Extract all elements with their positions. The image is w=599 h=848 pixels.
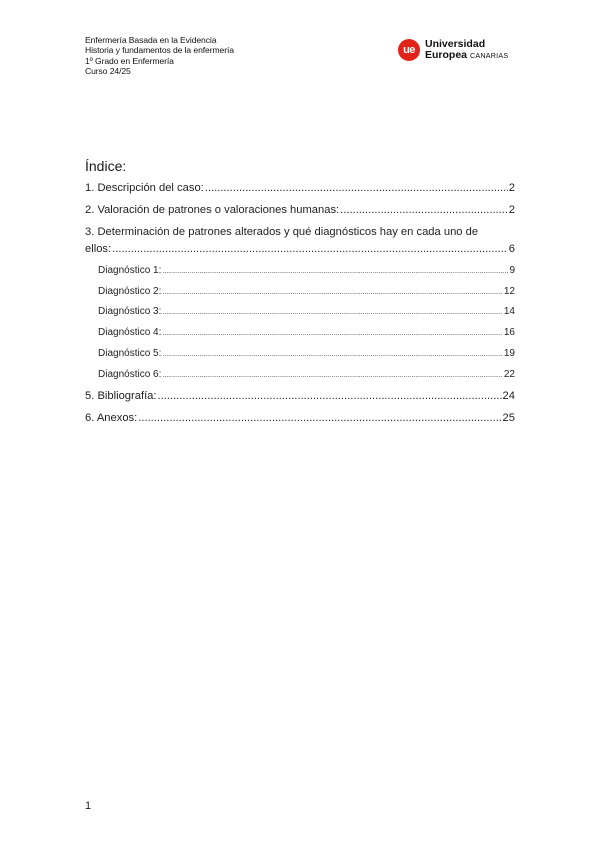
toc-title: Índice:	[85, 158, 127, 174]
document-header	[85, 35, 234, 77]
toc-entry-diagnostico-2[interactable]	[98, 286, 515, 297]
toc-entry-page: 19	[503, 348, 515, 359]
logo-line-1: Universidad	[425, 38, 486, 50]
toc-entry-anexos[interactable]	[85, 412, 515, 424]
toc-entry-label: Diagnóstico 1:	[98, 265, 162, 276]
toc-entry-diagnostico-1[interactable]	[98, 265, 515, 276]
toc-entry-determinacion-line1[interactable]: 3. Determinación de patrones alterados y qué diagnósticos hay en cada uno de	[85, 226, 479, 238]
toc-entry-determinacion[interactable]	[85, 243, 515, 255]
toc-entry-label: Diagnóstico 5:	[98, 348, 162, 359]
toc-entry-label: Diagnóstico 2:	[98, 286, 162, 297]
toc-entry-diagnostico-6[interactable]	[98, 369, 515, 380]
toc-entry-valoracion[interactable]	[85, 204, 515, 216]
toc-leader	[162, 268, 508, 275]
toc-leader	[162, 351, 503, 358]
toc-entry-bibliografia[interactable]	[85, 390, 515, 402]
toc-leader	[112, 243, 508, 255]
toc-entry-page: 22	[503, 369, 515, 380]
toc-entry-diagnostico-5[interactable]	[98, 348, 515, 359]
toc-entry-page: 2	[508, 182, 515, 194]
toc-entry-descripcion[interactable]	[85, 182, 515, 194]
toc-leader	[162, 330, 503, 337]
ue-logo-icon: ue	[398, 39, 420, 61]
toc-entry-page: 16	[503, 327, 515, 338]
page-number: 1	[85, 800, 92, 812]
toc-entry-label: Diagnóstico 3:	[98, 306, 162, 317]
header-line-year: Curso 24/25	[85, 66, 131, 77]
toc-entry-label: 2. Valoración de patrones o valoraciones humanas:	[85, 204, 340, 216]
logo-line-2: Europea CANARIAS	[425, 48, 509, 61]
header-line-subject: Historia y fundamentos de la enfermería	[85, 45, 234, 56]
toc-entry-page: 6	[508, 243, 515, 255]
toc-leader	[162, 309, 503, 316]
toc-entry-diagnostico-4[interactable]	[98, 327, 515, 338]
toc-entry-label: Diagnóstico 6:	[98, 369, 162, 380]
toc-entry-label: ellos:	[85, 243, 112, 255]
header-line-course: Enfermería Basada en la Evidencia	[85, 35, 217, 45]
toc-entry-page: 12	[503, 286, 515, 297]
toc-leader	[162, 372, 503, 379]
toc-leader	[138, 412, 501, 424]
toc-leader	[205, 182, 508, 194]
logo-line-2-suffix: CANARIAS	[470, 50, 509, 60]
toc-entry-label: 6. Anexos:	[85, 412, 138, 424]
toc-entry-label: Diagnóstico 4:	[98, 327, 162, 338]
toc-entry-page: 9	[509, 265, 515, 276]
toc-entry-page: 2	[508, 204, 515, 216]
toc-entry-page: 14	[503, 306, 515, 317]
toc-entry-page: 25	[502, 412, 515, 424]
toc-leader	[340, 204, 508, 216]
toc-entry-label: 1. Descripción del caso:	[85, 182, 204, 194]
toc-entry-label: 5. Bibliografía:	[85, 390, 157, 402]
university-logo	[398, 38, 508, 62]
header-line-degree: 1º Grado en Enfermería	[85, 55, 174, 66]
toc-entry-page: 24	[502, 390, 515, 402]
toc-entry-diagnostico-3[interactable]	[98, 306, 515, 317]
toc-leader	[162, 289, 503, 296]
toc-leader	[158, 390, 502, 402]
